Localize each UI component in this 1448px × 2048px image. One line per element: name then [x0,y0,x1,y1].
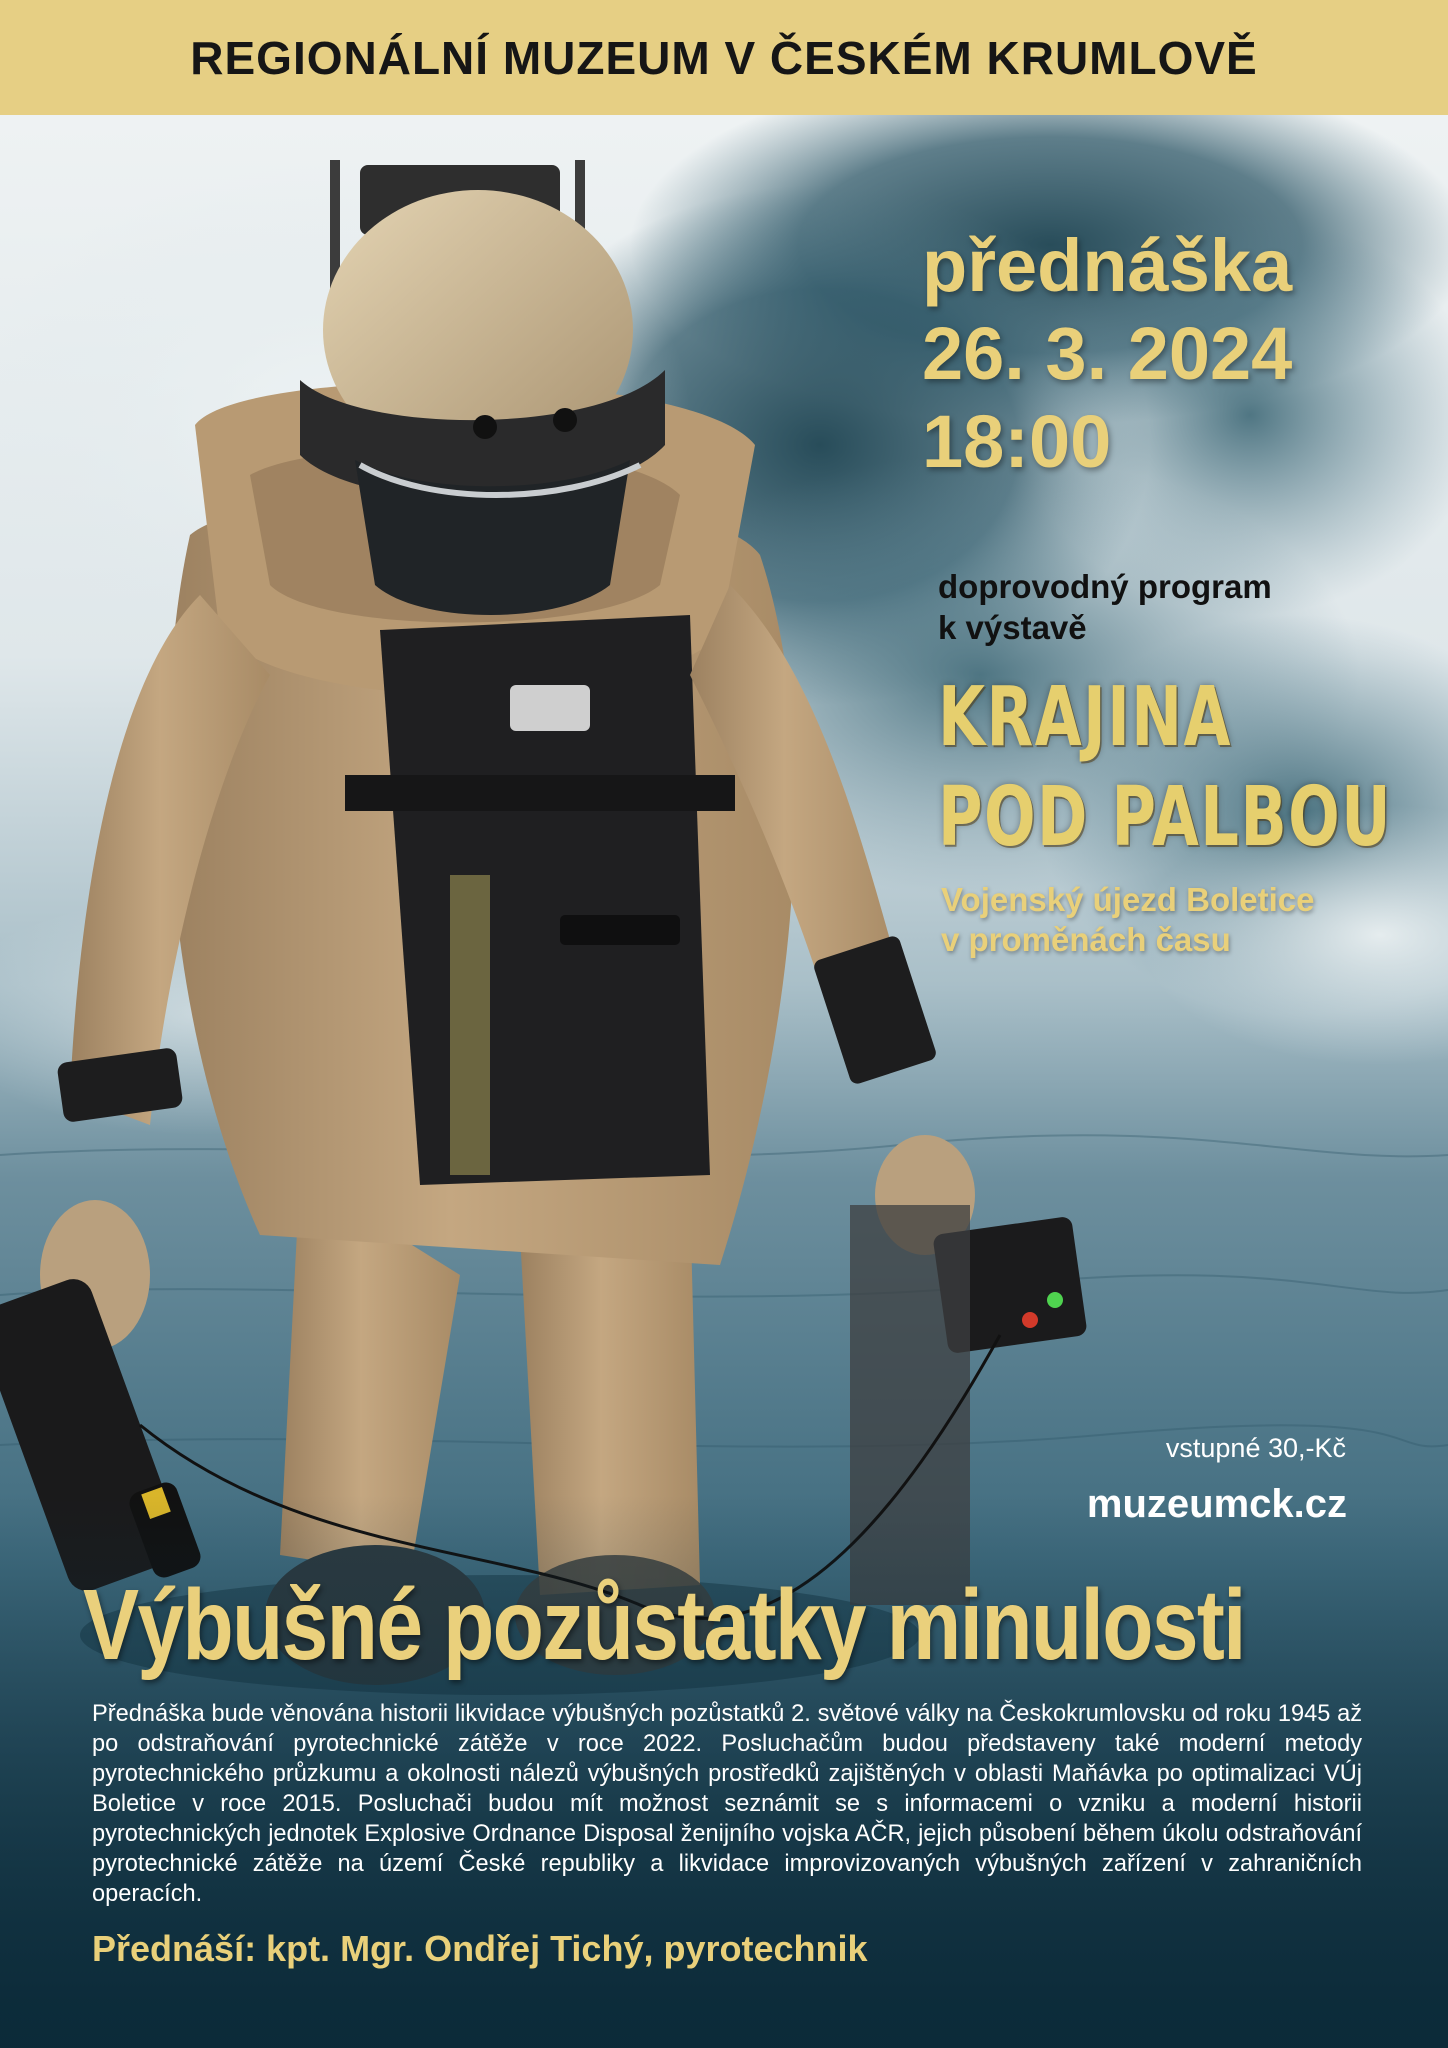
exhibition-title-line-2: POD PALBOU [938,770,1392,865]
accompanying-program [938,566,1272,648]
program-line-2: k výstavě [938,609,1087,646]
exhibition-subtitle-line-2: v proměnách času [941,921,1231,958]
header-banner [0,0,1448,115]
exhibition-title [938,668,1392,868]
lecturer-name: Přednáší: kpt. Mgr. Ondřej Tichý, pyrotechnik [92,1928,868,1969]
lecture-description: Přednáška bude věnována historii likvidace výbušných pozůstatků 2. světové války na Českokrumlovsku od roku 1945 až po odstraňování pyrotechnické zátěže v roce 2022. Posluchačům budou představeny také moderní metody pyrotechnického průzkumu a okolnosti nálezů výbušných prostředků zajištěných v oblasti Maňávka po optimalizaci VÚj Boletice v roce 2015. Posluchači budou mít možnost seznámit se s informacemi o vzniku a moderní historii pyrotechnických jednotek Explosive Ordnance Disposal ženijního vojska AČR, jejich působení během úkolu odstraňování pyrotechnické zátěže na území České republiky a likvidace improvizovaných výbušných zařízení v zahraničních operacích. [92,1701,1362,1907]
lecture-info [922,222,1292,486]
lecture-date: 26. 3. 2024 [922,312,1293,395]
program-line-1: doprovodný program [938,568,1272,605]
exhibition-subtitle [941,880,1315,960]
lecture-title: Výbušné pozůstatky minulosti [83,1569,1245,1681]
lecture-type: přednáška [922,224,1293,307]
admission-price: vstupné 30,-Kč [1165,1433,1346,1463]
lecture-time: 18:00 [922,400,1112,483]
website-link[interactable]: muzeumck.cz [1086,1482,1347,1526]
exhibition-title-line-1: KRAJINA [938,670,1232,765]
museum-name: REGIONÁLNÍ MUZEUM V ČESKÉM KRUMLOVĚ [190,31,1258,84]
exhibition-subtitle-line-1: Vojenský újezd Boletice [941,881,1315,918]
